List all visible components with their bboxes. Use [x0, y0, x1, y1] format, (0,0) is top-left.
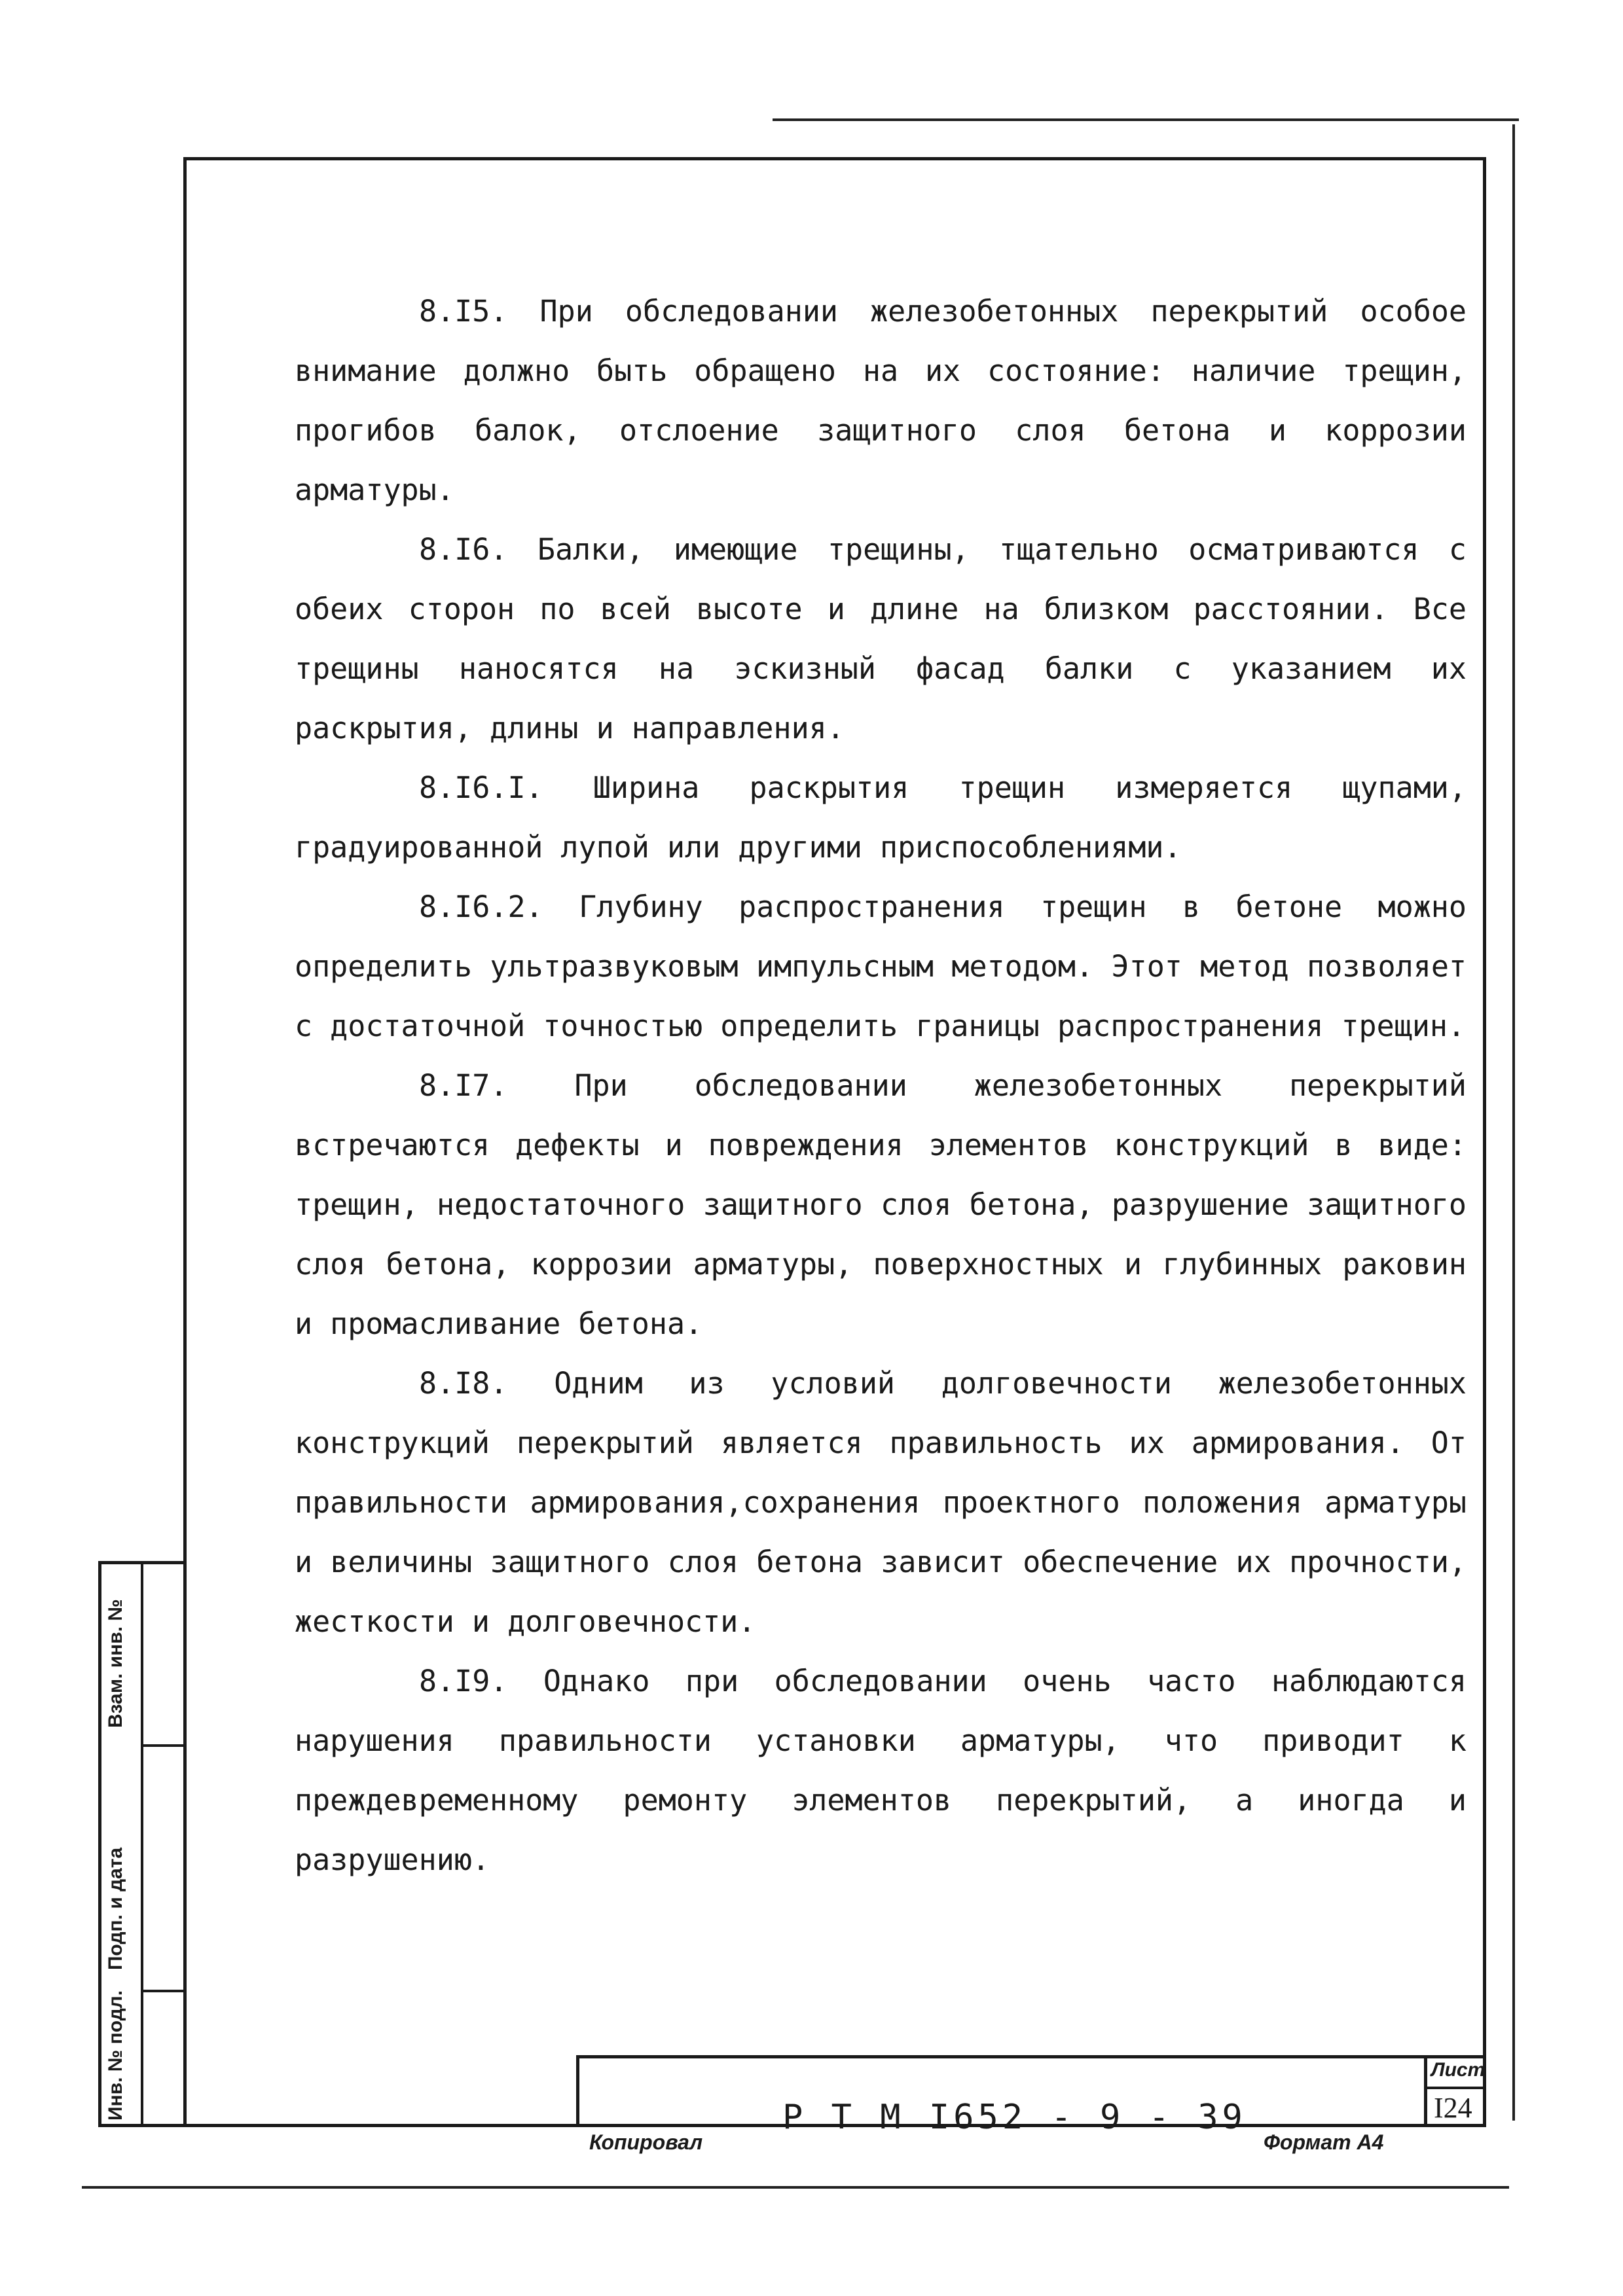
side-stamp-separator: [141, 1744, 187, 1747]
sheet-number: I24: [1434, 2092, 1472, 2124]
copied-label: Копировал: [589, 2130, 703, 2154]
paragraph-8-18: 8.I8. Одним из условий долговечности железобетонных конструкций перекрытий является правильность их армирования. От правильности армирования,сохранения проектного положения арматуры и величины защитного слоя бетона зависит обеспечение их прочности, жесткости и долговечности.: [295, 1366, 1467, 1639]
side-label-sign-date: Подп. и дата: [105, 1847, 126, 1970]
side-stamp-separator: [141, 1990, 187, 1992]
paragraph-8-16: 8.I6. Балки, имеющие трещины, тщательно осматриваются с обеих сторон по всей высоте и длине на близком расстоянии. Все трещины наносятся на эскизный фасад балки с указанием их раскрытия, длины и направления.: [295, 532, 1467, 745]
paragraph-8-16-2: 8.I6.2. Глубину распространения трещин в бетоне можно определить ультразвуковым импульсным методом. Этот метод позволяет с достаточной точностью определить границы распространения трещин.: [295, 889, 1467, 1043]
document-code: Р Т М I652 - 9 - 39: [782, 2098, 1247, 2137]
top-border-line: [773, 118, 1519, 121]
side-label-inv-no-orig: Инв. № подл.: [105, 1990, 126, 2121]
right-border-line: [1512, 124, 1515, 2121]
format-label: Формат А4: [1264, 2130, 1384, 2154]
sheet-label: Лист: [1431, 2059, 1486, 2081]
paragraph-8-16-1: 8.I6.I. Ширина раскрытия трещин измеряется щупами, градуированной лупой или другими приспособлениями.: [295, 770, 1467, 865]
paragraph-8-17: 8.I7. При обследовании железобетонных перекрытий встречаются дефекты и повреждения элементов конструкций в виде: трещин, недостаточного защитного слоя бетона, разрушение защитного слоя бетона, коррозии арматуры, поверхностных и глубинных раковин и промасливание бетона.: [295, 1068, 1467, 1341]
side-label-replace-inv: Взам. инв. №: [105, 1599, 126, 1728]
bottom-line: [82, 2186, 1509, 2189]
sheet-box-divider: [1427, 2087, 1486, 2089]
document-body: [295, 281, 1467, 1890]
paragraph-8-15: 8.I5. При обследовании железобетонных перекрытий особое внимание должно быть обращено на их состояние: наличие трещин, прогибов балок, отслоение защитного слоя бетона и коррозии арматуры.: [295, 294, 1467, 507]
paragraph-8-19: 8.I9. Однако при обследовании очень часто наблюдаются нарушения правильности установки арматуры, что приводит к преждевременному ремонту элементов перекрытий, а иногда и разрушению.: [295, 1664, 1467, 1877]
side-stamp-divider: [141, 1564, 143, 2124]
